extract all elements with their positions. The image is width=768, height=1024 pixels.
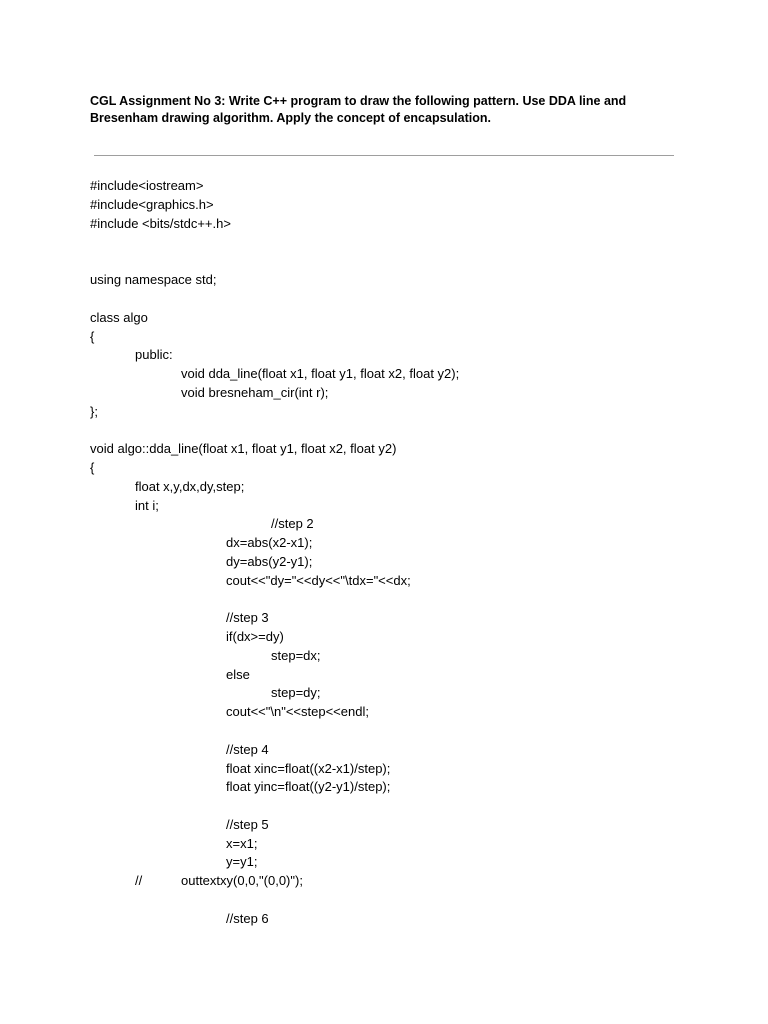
code-line: #include<iostream> bbox=[90, 178, 204, 193]
code-line: step=dx; bbox=[271, 648, 321, 663]
code-line: outtextxy(0,0,"(0,0)"); bbox=[181, 873, 303, 888]
code-line: step=dy; bbox=[271, 685, 321, 700]
code-line: dy=abs(y2-y1); bbox=[226, 554, 313, 569]
code-line: //step 3 bbox=[226, 610, 269, 625]
code-line: using namespace std; bbox=[90, 272, 217, 287]
code-line: float x,y,dx,dy,step; bbox=[135, 479, 245, 494]
code-line: #include<graphics.h> bbox=[90, 197, 214, 212]
code-line: else bbox=[226, 667, 250, 682]
heading-line-1: CGL Assignment No 3: Write C++ program to draw the following pattern. Use DDA line and bbox=[90, 94, 627, 108]
code-line: { bbox=[90, 460, 95, 475]
code-line: { bbox=[90, 329, 95, 344]
code-line: }; bbox=[90, 404, 98, 419]
code-line: public: bbox=[135, 347, 173, 362]
code-line: void bresneham_cir(int r); bbox=[181, 385, 329, 400]
code-line: //step 2 bbox=[271, 516, 314, 531]
code-line: class algo bbox=[90, 310, 148, 325]
code-line: int i; bbox=[135, 498, 159, 513]
heading-line-2: Bresenham drawing algorithm. Apply the concept of encapsulation. bbox=[90, 110, 491, 125]
code-line: // bbox=[135, 873, 143, 888]
code-line: dx=abs(x2-x1); bbox=[226, 535, 313, 550]
code-line: //step 4 bbox=[226, 742, 269, 757]
code-line: //step 6 bbox=[226, 911, 269, 926]
code-line: void algo::dda_line(float x1, float y1, float x2, float y2) bbox=[90, 441, 397, 456]
code-line: cout<<"\n"<<step<<endl; bbox=[226, 704, 369, 719]
code-line: float yinc=float((y2-y1)/step); bbox=[226, 779, 391, 794]
code-line: //step 5 bbox=[226, 817, 269, 832]
code-line: if(dx>=dy) bbox=[226, 629, 284, 644]
code-line: #include <bits/stdc++.h> bbox=[90, 216, 231, 231]
code-line: float xinc=float((x2-x1)/step); bbox=[226, 761, 391, 776]
code-line: y=y1; bbox=[226, 854, 258, 869]
code-line: void dda_line(float x1, float y1, float x2, float y2); bbox=[181, 366, 460, 381]
code-line: x=x1; bbox=[226, 836, 258, 851]
code-line: cout<<"dy="<<dy<<"\tdx="<<dx; bbox=[226, 573, 411, 588]
